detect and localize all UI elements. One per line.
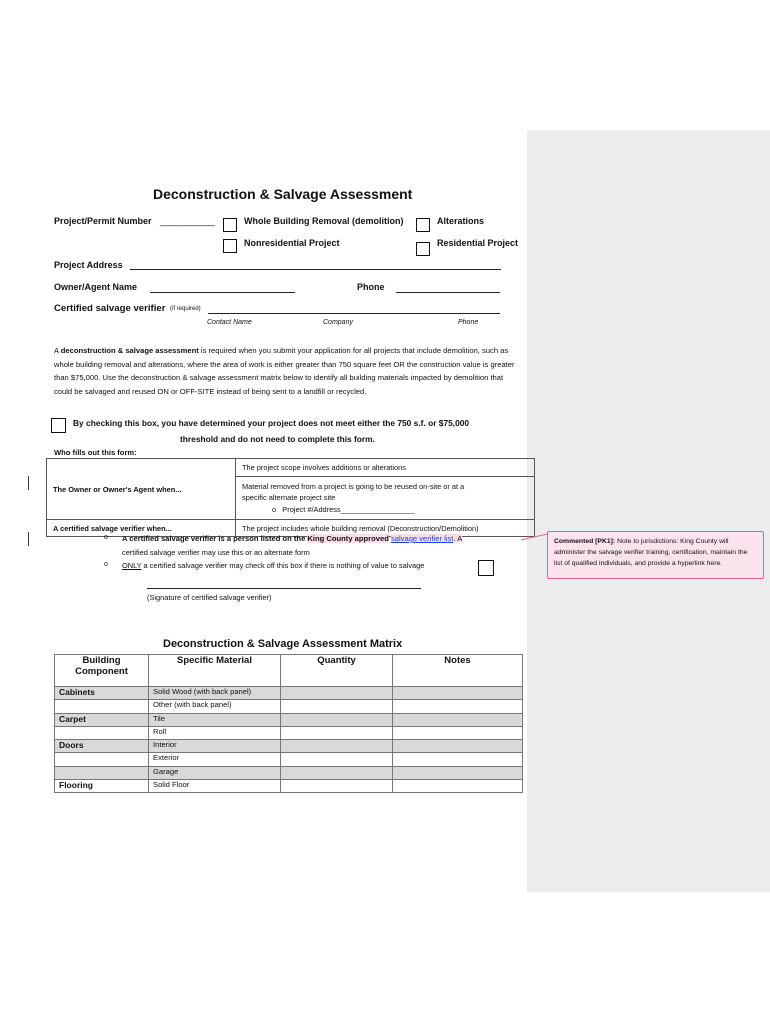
header-specific-material: Specific Material: [149, 655, 281, 687]
review-comment[interactable]: Commented [PK1]: Note to jurisdictions: King County will administer the salvage verifier training, certification, maintain the list of qualified individuals, and provide a hyperlink here.: [547, 531, 764, 579]
whole-building-label: Whole Building Removal (demolition): [244, 216, 404, 226]
material-cell: Tile: [149, 713, 281, 726]
notes-cell[interactable]: [393, 766, 523, 779]
bullet-verifier-line2: certified salvage verifier may use this or an alternate form: [122, 548, 310, 557]
bullet-only-verifier: ONLY a certified salvage verifier may check off this box if there is nothing of value to salvage: [122, 561, 425, 570]
signature-label: (Signature of certified salvage verifier): [147, 593, 272, 602]
material-cell: Material removed from a project is going to be reused on-site or at a specific alternate project site o Project #/Address__________________: [236, 477, 535, 520]
component-cell: Flooring: [55, 780, 149, 793]
table-row: [47, 459, 535, 477]
table-row: [55, 726, 523, 739]
notes-cell[interactable]: [393, 753, 523, 766]
assessment-matrix: [54, 654, 523, 793]
nothing-to-salvage-checkbox[interactable]: [478, 560, 494, 576]
whole-building-cell: The project includes whole building removal (Deconstruction/Demolition): [236, 520, 535, 537]
component-cell: Cabinets: [55, 687, 149, 700]
nonresidential-label: Nonresidential Project: [244, 238, 340, 248]
quantity-cell[interactable]: [281, 780, 393, 793]
margin-marker: [28, 532, 29, 546]
bullet-marker: o: [104, 561, 108, 568]
who-fills-label: Who fills out this form:: [54, 448, 137, 457]
project-address-label: Project Address: [54, 260, 123, 270]
table-row: [55, 780, 523, 793]
component-cell: [55, 700, 149, 713]
verifier-when-cell: A certified salvage verifier when...: [47, 520, 236, 537]
phone-label: Phone: [357, 282, 385, 292]
owner-agent-label: Owner/Agent Name: [54, 282, 138, 292]
project-address-field[interactable]: [130, 269, 501, 270]
alterations-checkbox[interactable]: [416, 218, 430, 232]
not-required-statement-line1: By checking this box, you have determined your project does not meet either the 750 s.f. or $75,000: [73, 418, 470, 428]
project-permit-label: Project/Permit Number: [54, 216, 152, 226]
quantity-cell[interactable]: [281, 753, 393, 766]
matrix-title: Deconstruction & Salvage Assessment Matrix: [163, 638, 403, 650]
component-cell: [55, 726, 149, 739]
not-required-statement-line2: threshold and do not need to complete this form.: [180, 434, 375, 444]
owner-agent-field[interactable]: [150, 292, 295, 293]
header-building-component: Building Component: [55, 655, 149, 687]
notes-cell[interactable]: [393, 687, 523, 700]
header-quantity: Quantity: [281, 655, 393, 687]
material-cell: Solid Wood (with back panel): [149, 687, 281, 700]
quantity-cell[interactable]: [281, 700, 393, 713]
component-cell: Doors: [55, 740, 149, 753]
page-title: Deconstruction & Salvage Assessment: [153, 186, 413, 202]
certified-verifier-field[interactable]: [208, 313, 500, 314]
notes-cell[interactable]: [393, 700, 523, 713]
material-cell: Exterior: [149, 753, 281, 766]
salvage-verifier-list-link[interactable]: salvage verifier list: [390, 534, 454, 543]
quantity-cell[interactable]: [281, 687, 393, 700]
table-row: [55, 687, 523, 700]
quantity-cell[interactable]: [281, 726, 393, 739]
table-row: [55, 713, 523, 726]
table-row: [55, 700, 523, 713]
owner-agent-when-cell: The Owner or Owner's Agent when...: [47, 459, 236, 520]
contact-name-caption: Contact Name: [207, 319, 252, 326]
table-row: [55, 766, 523, 779]
material-cell: Garage: [149, 766, 281, 779]
quantity-cell[interactable]: [281, 766, 393, 779]
notes-cell[interactable]: [393, 780, 523, 793]
notes-cell[interactable]: [393, 740, 523, 753]
material-cell: Other (with back panel): [149, 700, 281, 713]
scope-cell: The project scope involves additions or alterations: [236, 459, 535, 477]
margin-marker: [28, 476, 29, 490]
alterations-label: Alterations: [437, 216, 485, 226]
matrix-header-row: [55, 655, 523, 687]
comment-connector: [520, 528, 550, 542]
notes-cell[interactable]: [393, 713, 523, 726]
not-required-checkbox[interactable]: [51, 418, 66, 433]
quantity-cell[interactable]: [281, 713, 393, 726]
component-cell: [55, 753, 149, 766]
nonresidential-checkbox[interactable]: [223, 239, 237, 253]
material-cell: Interior: [149, 740, 281, 753]
intro-paragraph: A deconstruction & salvage assessment is required when you submit your application for all projects that include demolition, such as whole building removal and alterations, where the area of work is either greater than 750 square feet OR the construction value is greater than $75,000. Use the deconstruction & salvage assessment matrix below to identify all building materials impacted by demolition that could be salvaged and reused ON or OFF-SITE instead of being sent to a landfill or recycled.: [54, 346, 515, 396]
who-fills-table: [46, 458, 535, 537]
whole-building-checkbox[interactable]: [223, 218, 237, 232]
phone-field[interactable]: [396, 292, 500, 293]
company-caption: Company: [323, 319, 353, 326]
material-cell: Roll: [149, 726, 281, 739]
table-row: [55, 740, 523, 753]
bullet-verifier-definition: A certified salvage verifier is a person listed on the King County approved salvage verifier list. A: [122, 534, 463, 543]
table-row: [55, 753, 523, 766]
bullet-marker: o: [104, 534, 108, 541]
quantity-cell[interactable]: [281, 740, 393, 753]
signature-field[interactable]: [147, 588, 421, 589]
material-cell: Solid Floor: [149, 780, 281, 793]
phone-caption: Phone: [458, 319, 479, 326]
if-required-note: (if required): [170, 306, 201, 312]
certified-verifier-label: Certified salvage verifier: [54, 303, 166, 314]
header-notes: Notes: [393, 655, 523, 687]
residential-checkbox[interactable]: [416, 242, 430, 256]
project-permit-field[interactable]: ___________: [160, 216, 216, 226]
comments-pane: [527, 130, 770, 892]
residential-label: Residential Project: [437, 238, 519, 248]
component-cell: Carpet: [55, 713, 149, 726]
notes-cell[interactable]: [393, 726, 523, 739]
component-cell: [55, 766, 149, 779]
